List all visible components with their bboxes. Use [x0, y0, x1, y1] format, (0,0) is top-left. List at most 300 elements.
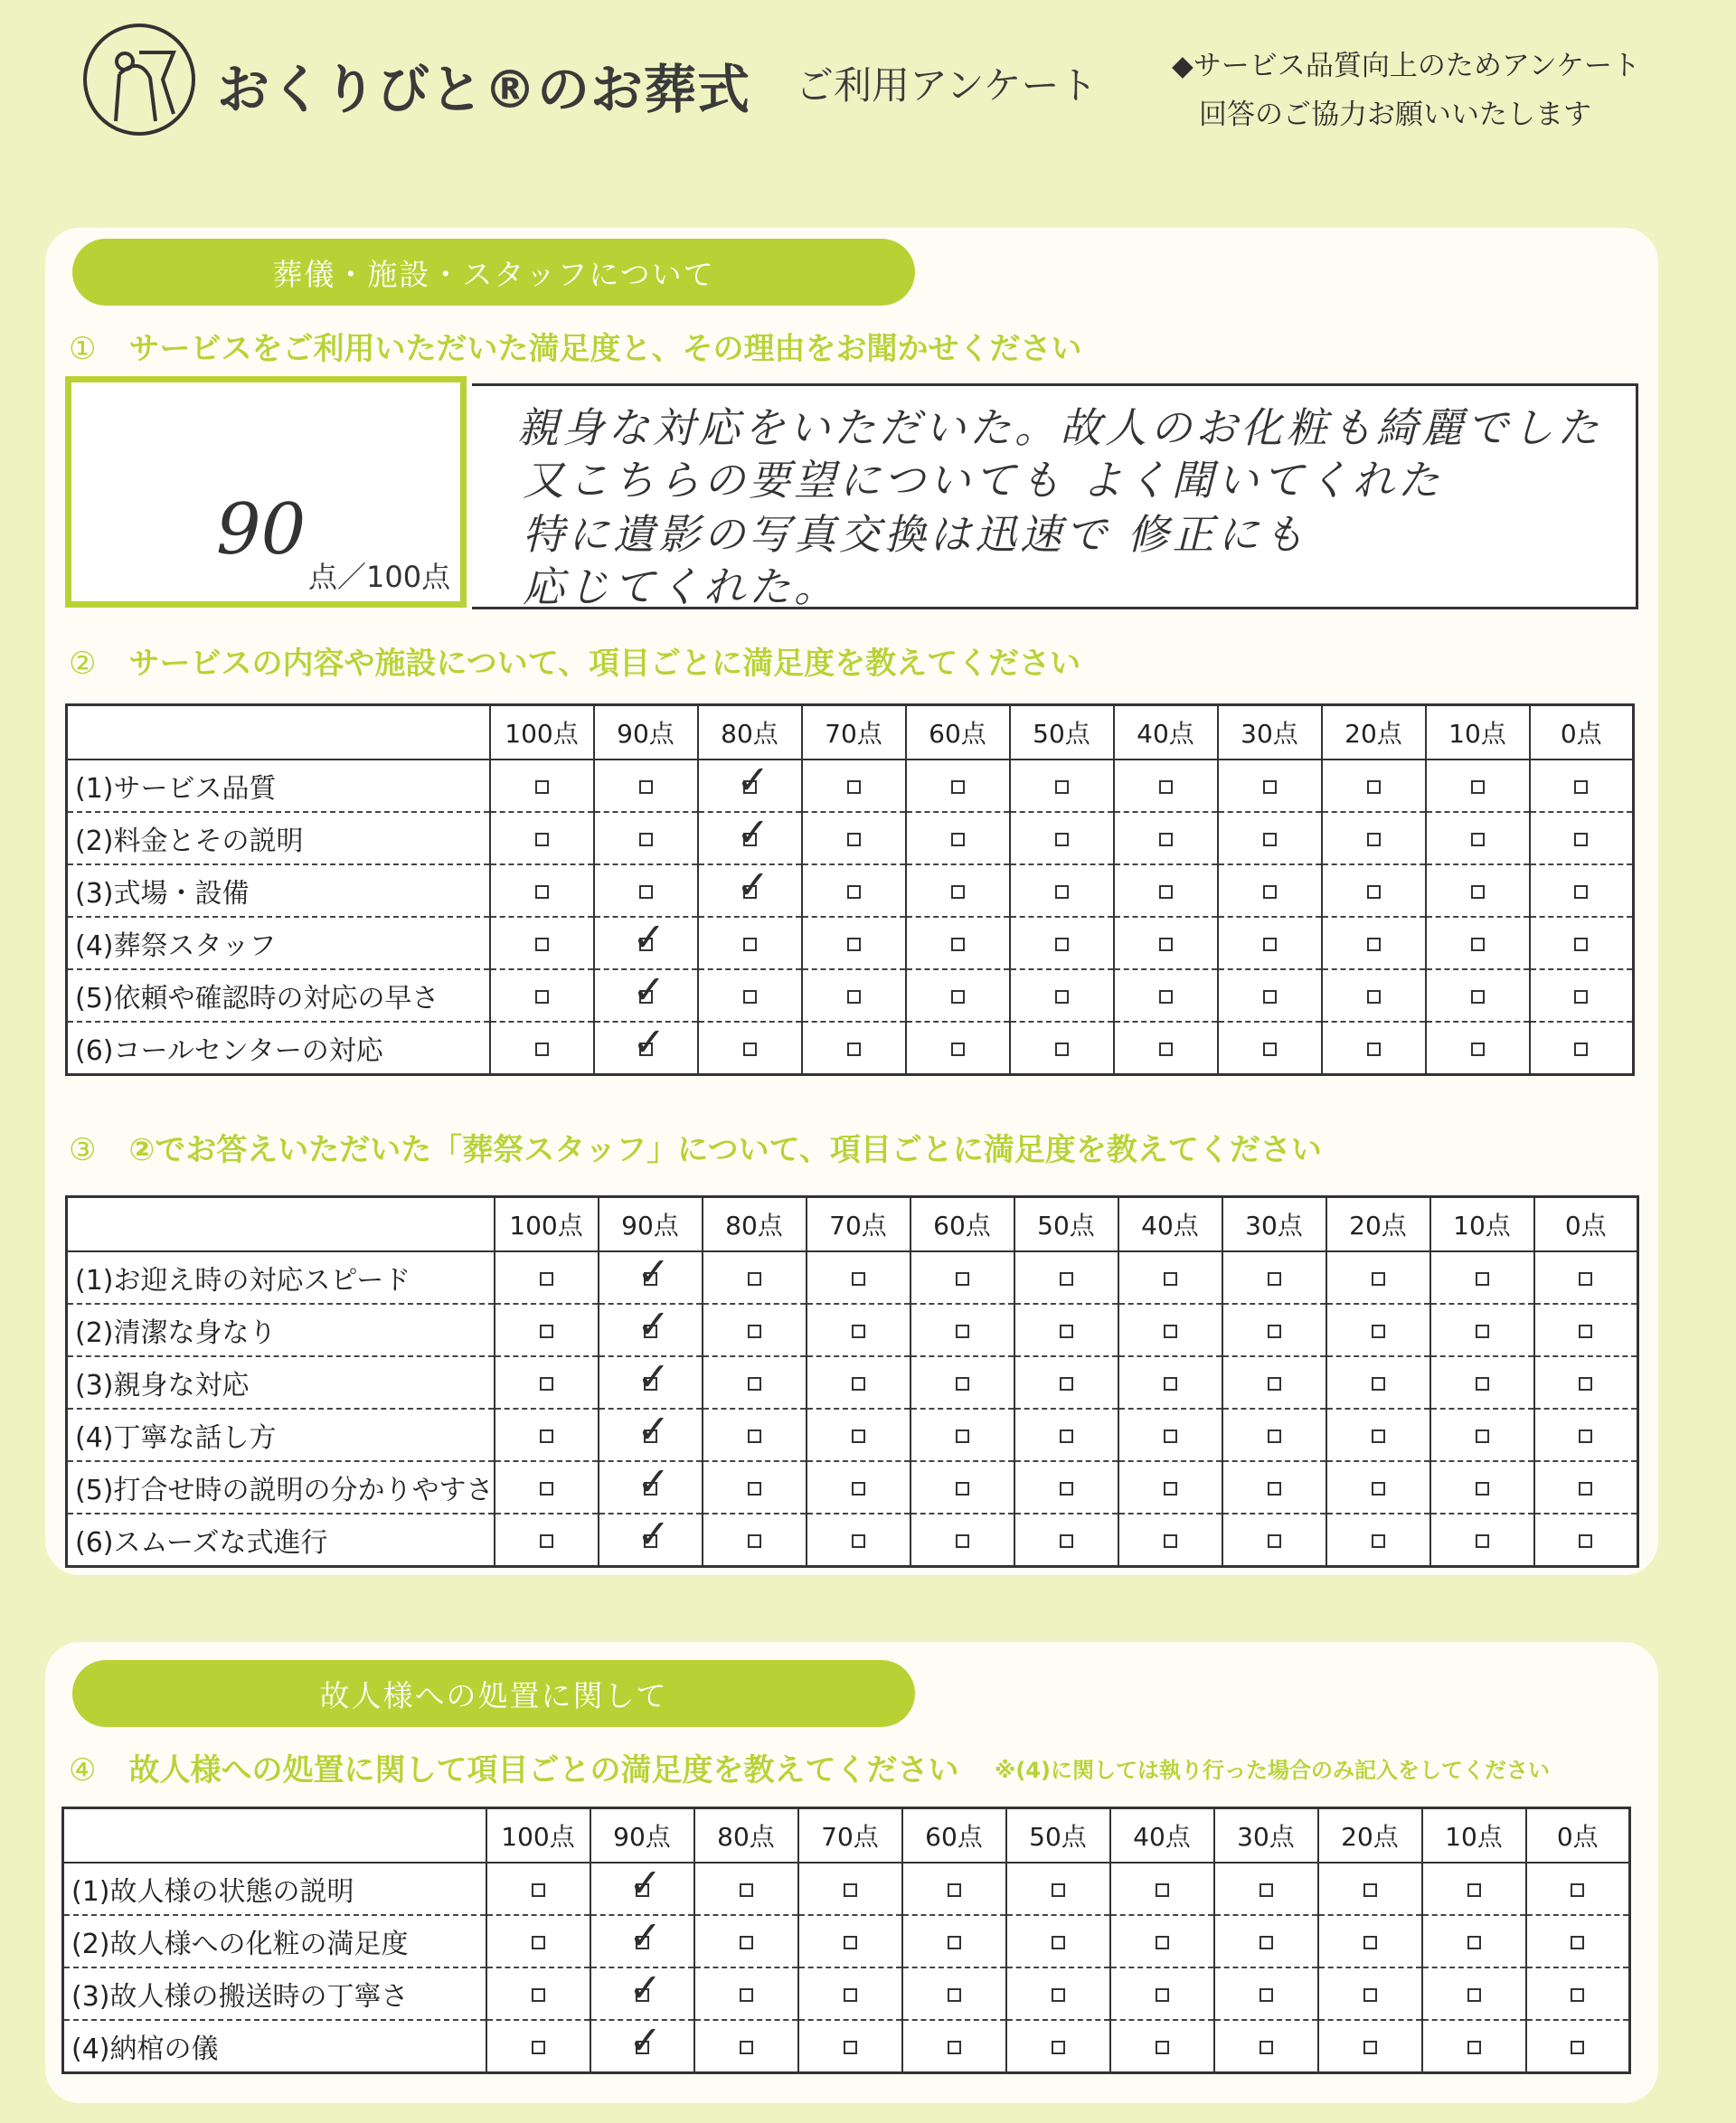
checkbox-icon[interactable]: [852, 1482, 865, 1496]
rating-cell[interactable]: [594, 1019, 698, 1075]
checkbox-icon[interactable]: [1363, 1988, 1377, 2002]
rating-cell[interactable]: [1214, 1915, 1318, 1967]
checkbox-icon[interactable]: [1467, 1883, 1481, 1897]
checkbox-icon[interactable]: [535, 1043, 549, 1056]
rating-cell[interactable]: [1014, 1356, 1118, 1409]
rating-cell[interactable]: [590, 1967, 694, 2020]
rating-cell[interactable]: [1014, 1251, 1118, 1304]
rating-cell[interactable]: [798, 2020, 902, 2073]
checkbox-icon[interactable]: [636, 2041, 649, 2054]
rating-cell[interactable]: [490, 1022, 594, 1075]
rating-cell[interactable]: [802, 1022, 906, 1075]
rating-cell[interactable]: [1534, 1356, 1638, 1409]
rating-cell[interactable]: [1214, 1863, 1318, 1915]
checkbox-icon[interactable]: [740, 1936, 753, 1949]
rating-cell[interactable]: [1114, 917, 1218, 969]
rating-cell[interactable]: [798, 1863, 902, 1915]
checkbox-icon[interactable]: [1055, 780, 1069, 794]
checkbox-icon[interactable]: [951, 885, 965, 899]
checkbox-icon[interactable]: [1052, 1936, 1065, 1949]
checkbox-icon[interactable]: [1164, 1482, 1177, 1496]
checkbox-icon[interactable]: [1055, 885, 1069, 899]
rating-cell[interactable]: [599, 1356, 703, 1409]
checkbox-icon[interactable]: [1476, 1534, 1489, 1548]
checkbox-icon[interactable]: [743, 1043, 757, 1056]
rating-cell[interactable]: [1222, 1251, 1326, 1304]
checkbox-icon[interactable]: [1571, 2041, 1584, 2054]
rating-cell[interactable]: [906, 812, 1010, 864]
rating-cell[interactable]: [1214, 2020, 1318, 2073]
rating-cell[interactable]: [910, 1409, 1014, 1461]
rating-cell[interactable]: [490, 812, 594, 864]
checkbox-icon[interactable]: [948, 2041, 961, 2054]
checkbox-icon[interactable]: [956, 1325, 969, 1338]
checkbox-icon[interactable]: [748, 1482, 761, 1496]
rating-cell[interactable]: [1014, 1461, 1118, 1514]
rating-cell[interactable]: [1318, 2020, 1422, 2073]
rating-cell[interactable]: [703, 1251, 807, 1304]
checkbox-icon[interactable]: [948, 1883, 961, 1897]
checkbox-icon[interactable]: [956, 1482, 969, 1496]
rating-cell[interactable]: [798, 1967, 902, 2020]
rating-cell[interactable]: [1422, 2020, 1526, 2073]
rating-cell[interactable]: [1218, 760, 1322, 812]
rating-cell[interactable]: [802, 917, 906, 969]
checkbox-icon[interactable]: [1574, 938, 1588, 951]
checkbox-icon[interactable]: [1260, 1883, 1273, 1897]
checkbox-icon[interactable]: [1363, 1883, 1377, 1897]
checkbox-icon[interactable]: [748, 1272, 761, 1286]
rating-cell[interactable]: [1526, 2020, 1630, 2073]
rating-cell[interactable]: [1326, 1251, 1430, 1304]
rating-cell[interactable]: [1426, 917, 1530, 969]
checkbox-icon[interactable]: [532, 1883, 545, 1897]
checkbox-icon[interactable]: [1159, 885, 1173, 899]
checkbox-icon[interactable]: [1363, 2041, 1377, 2054]
checkbox-icon[interactable]: [1060, 1429, 1073, 1443]
rating-cell[interactable]: [1326, 1356, 1430, 1409]
checkbox-icon[interactable]: [1268, 1325, 1281, 1338]
checkbox-icon[interactable]: [844, 1936, 857, 1949]
checkbox-icon[interactable]: [1372, 1482, 1385, 1496]
rating-cell[interactable]: [1318, 1915, 1422, 1967]
rating-cell[interactable]: [1214, 1967, 1318, 2020]
rating-cell[interactable]: [1114, 1022, 1218, 1075]
checkbox-icon[interactable]: [1372, 1429, 1385, 1443]
checkbox-icon[interactable]: [532, 1988, 545, 2002]
checkbox-icon[interactable]: [1471, 938, 1485, 951]
rating-cell[interactable]: [1426, 969, 1530, 1022]
rating-cell[interactable]: [1430, 1251, 1534, 1304]
checkbox-icon[interactable]: [1367, 885, 1381, 899]
rating-cell[interactable]: [1318, 1967, 1422, 2020]
checkbox-icon[interactable]: [1060, 1272, 1073, 1286]
checkbox-icon[interactable]: [636, 1988, 649, 2002]
rating-cell[interactable]: [1530, 917, 1634, 969]
rating-cell[interactable]: [1118, 1251, 1222, 1304]
checkbox-icon[interactable]: [1268, 1377, 1281, 1391]
checkbox-icon[interactable]: [540, 1325, 553, 1338]
rating-cell[interactable]: [1426, 864, 1530, 917]
rating-cell[interactable]: [1114, 864, 1218, 917]
rating-cell[interactable]: [490, 969, 594, 1022]
checkbox-icon[interactable]: [1471, 885, 1485, 899]
rating-cell[interactable]: [802, 864, 906, 917]
rating-cell[interactable]: [486, 1967, 590, 2020]
checkbox-icon[interactable]: [1268, 1534, 1281, 1548]
checkbox-icon[interactable]: [1471, 1043, 1485, 1056]
checkbox-icon[interactable]: [844, 1883, 857, 1897]
checkbox-icon[interactable]: [1055, 1043, 1069, 1056]
checkbox-icon[interactable]: [847, 990, 861, 1004]
checkbox-icon[interactable]: [956, 1377, 969, 1391]
checkbox-icon[interactable]: [748, 1534, 761, 1548]
checkbox-icon[interactable]: [1164, 1272, 1177, 1286]
rating-cell[interactable]: [1322, 812, 1426, 864]
checkbox-icon[interactable]: [644, 1482, 657, 1496]
rating-cell[interactable]: [599, 1301, 703, 1356]
rating-cell[interactable]: [807, 1461, 910, 1514]
rating-cell[interactable]: [1010, 864, 1114, 917]
checkbox-icon[interactable]: [1367, 990, 1381, 1004]
rating-cell[interactable]: [1010, 969, 1114, 1022]
rating-cell[interactable]: [798, 1915, 902, 1967]
checkbox-icon[interactable]: [1574, 1043, 1588, 1056]
checkbox-icon[interactable]: [1579, 1272, 1592, 1286]
checkbox-icon[interactable]: [540, 1534, 553, 1548]
rating-cell[interactable]: [1006, 1967, 1110, 2020]
checkbox-icon[interactable]: [535, 833, 549, 846]
rating-cell[interactable]: [906, 917, 1010, 969]
checkbox-icon[interactable]: [844, 1988, 857, 2002]
checkbox-icon[interactable]: [644, 1325, 657, 1338]
rating-cell[interactable]: [1118, 1304, 1222, 1356]
rating-cell[interactable]: [486, 1863, 590, 1915]
checkbox-icon[interactable]: [1263, 938, 1277, 951]
checkbox-icon[interactable]: [1060, 1534, 1073, 1548]
rating-cell[interactable]: [1118, 1461, 1222, 1514]
rating-cell[interactable]: [906, 1022, 1010, 1075]
checkbox-icon[interactable]: [1263, 990, 1277, 1004]
checkbox-icon[interactable]: [1579, 1377, 1592, 1391]
rating-cell[interactable]: [807, 1356, 910, 1409]
rating-cell[interactable]: [1110, 1863, 1214, 1915]
rating-cell[interactable]: [1014, 1514, 1118, 1567]
checkbox-icon[interactable]: [1471, 833, 1485, 846]
rating-cell[interactable]: [910, 1251, 1014, 1304]
checkbox-icon[interactable]: [1263, 833, 1277, 846]
checkbox-icon[interactable]: [743, 938, 757, 951]
rating-cell[interactable]: [1114, 760, 1218, 812]
rating-cell[interactable]: [495, 1409, 599, 1461]
rating-cell[interactable]: [807, 1514, 910, 1567]
checkbox-icon[interactable]: [847, 938, 861, 951]
rating-cell[interactable]: [703, 1304, 807, 1356]
rating-cell[interactable]: [490, 760, 594, 812]
checkbox-icon[interactable]: [951, 780, 965, 794]
rating-cell[interactable]: [902, 2020, 1006, 2073]
checkbox-icon[interactable]: [852, 1272, 865, 1286]
checkbox-icon[interactable]: [1156, 1936, 1169, 1949]
checkbox-icon[interactable]: [1159, 938, 1173, 951]
checkbox-icon[interactable]: [1159, 990, 1173, 1004]
checkbox-icon[interactable]: [1260, 1936, 1273, 1949]
rating-cell[interactable]: [594, 864, 698, 917]
checkbox-icon[interactable]: [1055, 938, 1069, 951]
rating-cell[interactable]: [1326, 1461, 1430, 1514]
rating-cell[interactable]: [1222, 1461, 1326, 1514]
checkbox-icon[interactable]: [639, 990, 653, 1004]
rating-cell[interactable]: [1110, 2020, 1214, 2073]
rating-cell[interactable]: [1322, 969, 1426, 1022]
rating-cell[interactable]: [594, 812, 698, 864]
checkbox-icon[interactable]: [951, 1043, 965, 1056]
checkbox-icon[interactable]: [1260, 1988, 1273, 2002]
checkbox-icon[interactable]: [639, 1043, 653, 1056]
rating-cell[interactable]: [1430, 1356, 1534, 1409]
checkbox-icon[interactable]: [1571, 1936, 1584, 1949]
rating-cell[interactable]: [1322, 1022, 1426, 1075]
checkbox-icon[interactable]: [644, 1429, 657, 1443]
rating-cell[interactable]: [1110, 1915, 1214, 1967]
checkbox-icon[interactable]: [740, 1883, 753, 1897]
checkbox-icon[interactable]: [1268, 1482, 1281, 1496]
checkbox-icon[interactable]: [1164, 1377, 1177, 1391]
rating-cell[interactable]: [1010, 1022, 1114, 1075]
checkbox-icon[interactable]: [1571, 1988, 1584, 2002]
rating-cell[interactable]: [1222, 1304, 1326, 1356]
rating-cell[interactable]: [1010, 917, 1114, 969]
rating-cell[interactable]: [1114, 812, 1218, 864]
checkbox-icon[interactable]: [1156, 1988, 1169, 2002]
checkbox-icon[interactable]: [1579, 1534, 1592, 1548]
checkbox-icon[interactable]: [1467, 2041, 1481, 2054]
rating-cell[interactable]: [910, 1514, 1014, 1567]
rating-cell[interactable]: [1006, 1863, 1110, 1915]
checkbox-icon[interactable]: [948, 1988, 961, 2002]
rating-cell[interactable]: [1534, 1304, 1638, 1356]
rating-cell[interactable]: [495, 1514, 599, 1567]
rating-cell[interactable]: [594, 914, 698, 969]
checkbox-icon[interactable]: [535, 885, 549, 899]
checkbox-icon[interactable]: [639, 885, 653, 899]
rating-cell[interactable]: [1526, 1967, 1630, 2020]
rating-cell[interactable]: [1430, 1514, 1534, 1567]
checkbox-icon[interactable]: [748, 1325, 761, 1338]
rating-cell[interactable]: [902, 1915, 1006, 1967]
rating-cell[interactable]: [495, 1356, 599, 1409]
rating-cell[interactable]: [1430, 1409, 1534, 1461]
rating-cell[interactable]: [490, 917, 594, 969]
rating-cell[interactable]: [599, 1251, 703, 1304]
rating-cell[interactable]: [703, 1514, 807, 1567]
checkbox-icon[interactable]: [1268, 1272, 1281, 1286]
rating-cell[interactable]: [1326, 1304, 1430, 1356]
rating-cell[interactable]: [1114, 969, 1218, 1022]
rating-cell[interactable]: [495, 1251, 599, 1304]
checkbox-icon[interactable]: [639, 780, 653, 794]
rating-cell[interactable]: [1218, 1022, 1322, 1075]
rating-cell[interactable]: [698, 864, 802, 917]
rating-cell[interactable]: [1318, 1863, 1422, 1915]
checkbox-icon[interactable]: [639, 833, 653, 846]
checkbox-icon[interactable]: [1367, 938, 1381, 951]
rating-cell[interactable]: [1534, 1251, 1638, 1304]
rating-cell[interactable]: [1014, 1304, 1118, 1356]
rating-cell[interactable]: [1322, 760, 1426, 812]
rating-cell[interactable]: [1006, 2020, 1110, 2073]
checkbox-icon[interactable]: [1060, 1377, 1073, 1391]
checkbox-icon[interactable]: [636, 1883, 649, 1897]
checkbox-icon[interactable]: [1574, 833, 1588, 846]
rating-cell[interactable]: [1530, 864, 1634, 917]
checkbox-icon[interactable]: [1263, 780, 1277, 794]
rating-cell[interactable]: [1534, 1461, 1638, 1514]
rating-cell[interactable]: [1010, 812, 1114, 864]
rating-cell[interactable]: [495, 1461, 599, 1514]
checkbox-icon[interactable]: [1574, 780, 1588, 794]
rating-cell[interactable]: [1222, 1514, 1326, 1567]
checkbox-icon[interactable]: [636, 1936, 649, 1949]
rating-cell[interactable]: [807, 1409, 910, 1461]
rating-cell[interactable]: [1110, 1967, 1214, 2020]
rating-cell[interactable]: [694, 1863, 798, 1915]
checkbox-icon[interactable]: [540, 1429, 553, 1443]
rating-cell[interactable]: [1322, 917, 1426, 969]
checkbox-icon[interactable]: [1471, 990, 1485, 1004]
checkbox-icon[interactable]: [540, 1377, 553, 1391]
rating-cell[interactable]: [490, 864, 594, 917]
rating-cell[interactable]: [906, 864, 1010, 917]
checkbox-icon[interactable]: [956, 1534, 969, 1548]
rating-cell[interactable]: [1118, 1356, 1222, 1409]
checkbox-icon[interactable]: [535, 938, 549, 951]
checkbox-icon[interactable]: [535, 780, 549, 794]
checkbox-icon[interactable]: [540, 1272, 553, 1286]
rating-cell[interactable]: [1426, 760, 1530, 812]
checkbox-icon[interactable]: [1263, 885, 1277, 899]
checkbox-icon[interactable]: [1164, 1429, 1177, 1443]
rating-cell[interactable]: [1218, 969, 1322, 1022]
checkbox-icon[interactable]: [1055, 990, 1069, 1004]
checkbox-icon[interactable]: [639, 938, 653, 951]
rating-cell[interactable]: [906, 969, 1010, 1022]
checkbox-icon[interactable]: [847, 1043, 861, 1056]
checkbox-icon[interactable]: [644, 1534, 657, 1548]
rating-cell[interactable]: [1218, 812, 1322, 864]
checkbox-icon[interactable]: [1372, 1325, 1385, 1338]
rating-cell[interactable]: [1326, 1514, 1430, 1567]
rating-cell[interactable]: [802, 760, 906, 812]
rating-cell[interactable]: [698, 1022, 802, 1075]
rating-cell[interactable]: [698, 917, 802, 969]
checkbox-icon[interactable]: [748, 1429, 761, 1443]
checkbox-icon[interactable]: [951, 990, 965, 1004]
rating-cell[interactable]: [1422, 1863, 1526, 1915]
checkbox-icon[interactable]: [1363, 1936, 1377, 1949]
rating-cell[interactable]: [1526, 1863, 1630, 1915]
score-box[interactable]: [65, 376, 467, 608]
rating-cell[interactable]: [1534, 1409, 1638, 1461]
checkbox-icon[interactable]: [748, 1377, 761, 1391]
checkbox-icon[interactable]: [743, 885, 757, 899]
rating-cell[interactable]: [486, 1915, 590, 1967]
checkbox-icon[interactable]: [852, 1534, 865, 1548]
rating-cell[interactable]: [590, 1860, 694, 1915]
checkbox-icon[interactable]: [1052, 1988, 1065, 2002]
checkbox-icon[interactable]: [1571, 1883, 1584, 1897]
checkbox-icon[interactable]: [956, 1429, 969, 1443]
checkbox-icon[interactable]: [1574, 990, 1588, 1004]
rating-cell[interactable]: [1422, 1915, 1526, 1967]
checkbox-icon[interactable]: [852, 1377, 865, 1391]
checkbox-icon[interactable]: [1060, 1482, 1073, 1496]
checkbox-icon[interactable]: [1372, 1377, 1385, 1391]
rating-cell[interactable]: [698, 809, 802, 864]
rating-cell[interactable]: [698, 757, 802, 812]
checkbox-icon[interactable]: [1263, 1043, 1277, 1056]
checkbox-icon[interactable]: [1156, 2041, 1169, 2054]
rating-cell[interactable]: [1322, 864, 1426, 917]
checkbox-icon[interactable]: [1579, 1325, 1592, 1338]
rating-cell[interactable]: [599, 1458, 703, 1514]
checkbox-icon[interactable]: [1367, 1043, 1381, 1056]
checkbox-icon[interactable]: [740, 1988, 753, 2002]
checkbox-icon[interactable]: [852, 1429, 865, 1443]
rating-cell[interactable]: [1530, 812, 1634, 864]
checkbox-icon[interactable]: [644, 1272, 657, 1286]
checkbox-icon[interactable]: [1052, 1883, 1065, 1897]
rating-cell[interactable]: [703, 1409, 807, 1461]
rating-cell[interactable]: [1010, 760, 1114, 812]
checkbox-icon[interactable]: [1268, 1429, 1281, 1443]
checkbox-icon[interactable]: [740, 2041, 753, 2054]
checkbox-icon[interactable]: [1159, 780, 1173, 794]
rating-cell[interactable]: [807, 1304, 910, 1356]
checkbox-icon[interactable]: [1467, 1936, 1481, 1949]
rating-cell[interactable]: [1218, 864, 1322, 917]
rating-cell[interactable]: [703, 1461, 807, 1514]
rating-cell[interactable]: [495, 1304, 599, 1356]
checkbox-icon[interactable]: [1156, 1883, 1169, 1897]
rating-cell[interactable]: [1530, 1022, 1634, 1075]
rating-cell[interactable]: [1530, 969, 1634, 1022]
checkbox-icon[interactable]: [1372, 1272, 1385, 1286]
checkbox-icon[interactable]: [532, 1936, 545, 1949]
rating-cell[interactable]: [906, 760, 1010, 812]
checkbox-icon[interactable]: [535, 990, 549, 1004]
checkbox-icon[interactable]: [540, 1482, 553, 1496]
rating-cell[interactable]: [802, 812, 906, 864]
checkbox-icon[interactable]: [743, 780, 757, 794]
rating-cell[interactable]: [1118, 1514, 1222, 1567]
checkbox-icon[interactable]: [1159, 833, 1173, 846]
checkbox-icon[interactable]: [743, 833, 757, 846]
checkbox-icon[interactable]: [948, 1936, 961, 1949]
checkbox-icon[interactable]: [1052, 2041, 1065, 2054]
rating-cell[interactable]: [1534, 1514, 1638, 1567]
checkbox-icon[interactable]: [1579, 1482, 1592, 1496]
rating-cell[interactable]: [694, 1915, 798, 1967]
checkbox-icon[interactable]: [1476, 1429, 1489, 1443]
checkbox-icon[interactable]: [847, 833, 861, 846]
rating-cell[interactable]: [694, 2020, 798, 2073]
rating-cell[interactable]: [1014, 1409, 1118, 1461]
checkbox-icon[interactable]: [956, 1272, 969, 1286]
rating-cell[interactable]: [694, 1967, 798, 2020]
checkbox-icon[interactable]: [1260, 2041, 1273, 2054]
rating-cell[interactable]: [1222, 1356, 1326, 1409]
